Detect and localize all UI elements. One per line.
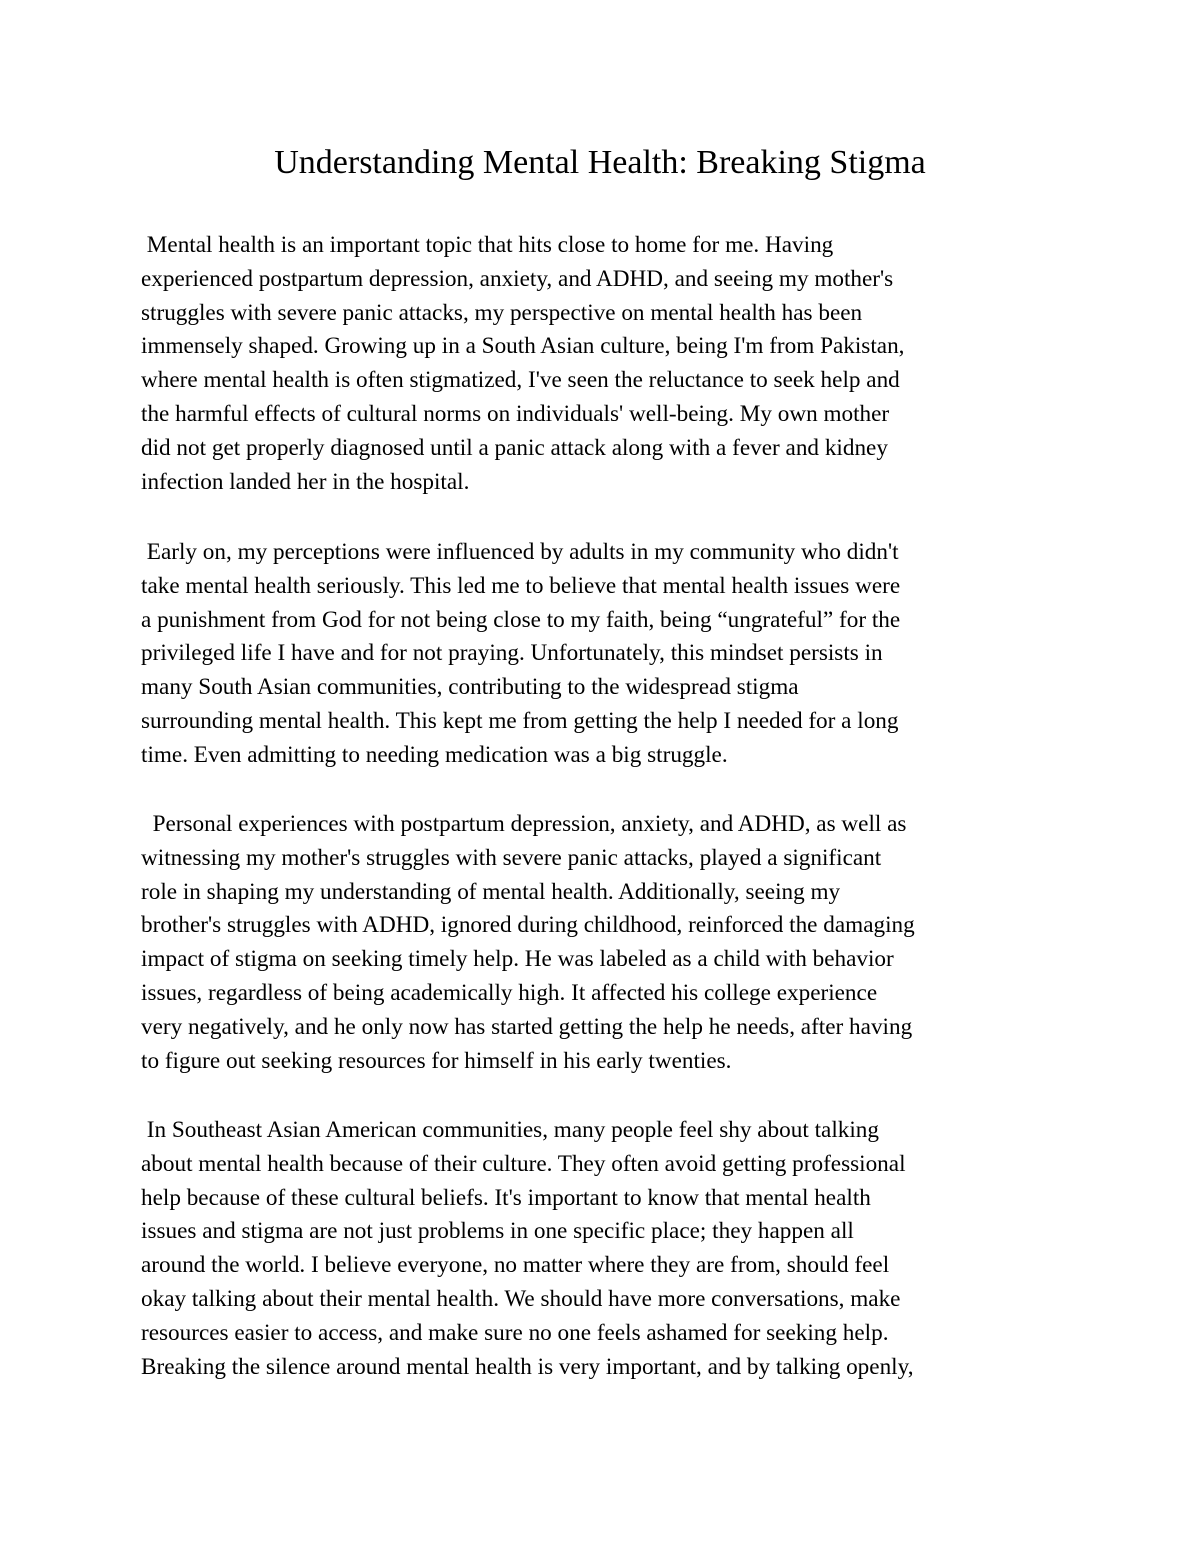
text-line: immensely shaped. Growing up in a South Asian culture, being I'm from Pakistan,: [141, 333, 905, 360]
text-line: experienced postpartum depression, anxiety, and ADHD, and seeing my mother's: [141, 265, 894, 292]
text-line: to figure out seeking resources for himself in his early twenties.: [141, 1047, 732, 1074]
text-line: issues, regardless of being academically high. It affected his college experience: [141, 979, 878, 1006]
text-line: very negatively, and he only now has started getting the help he needs, after having: [141, 1013, 913, 1040]
text-line: surrounding mental health. This kept me from getting the help I needed for a long: [141, 707, 899, 734]
paragraph: [141, 1114, 1081, 1384]
text-line: around the world. I believe everyone, no matter where they are from, should feel: [141, 1252, 890, 1279]
text-line: help because of these cultural beliefs. It's important to know that mental health: [141, 1184, 871, 1211]
text-line: Breaking the silence around mental health is very important, and by talking openly,: [141, 1353, 914, 1380]
text-line: okay talking about their mental health. We should have more conversations, make: [141, 1285, 901, 1312]
text-line: role in shaping my understanding of mental health. Additionally, seeing my: [141, 878, 841, 905]
text-line: In Southeast Asian American communities, many people feel shy about talking: [141, 1117, 879, 1143]
text-line: a punishment from God for not being close to my faith, being “ungrateful” for the: [141, 606, 901, 633]
text-line: about mental health because of their culture. They often avoid getting professional: [141, 1150, 906, 1177]
paragraph: [141, 536, 1081, 773]
text-line: struggles with severe panic attacks, my perspective on mental health has been: [141, 299, 863, 326]
paragraph: [141, 229, 1081, 499]
text-line: brother's struggles with ADHD, ignored during childhood, reinforced the damaging: [141, 912, 915, 939]
text-line: time. Even admitting to needing medication was a big struggle.: [141, 741, 728, 768]
text-line: many South Asian communities, contributing to the widespread stigma: [141, 674, 799, 701]
text-line: resources easier to access, and make sure no one feels ashamed for seeking help.: [141, 1319, 889, 1346]
paragraph: [141, 808, 1081, 1078]
text-line: impact of stigma on seeking timely help. He was labeled as a child with behavior: [141, 946, 894, 973]
text-line: Mental health is an important topic that hits close to home for me. Having: [141, 232, 834, 258]
text-line: infection landed her in the hospital.: [141, 468, 470, 495]
text-line: did not get properly diagnosed until a panic attack along with a fever and kidney: [141, 434, 888, 461]
text-line: where mental health is often stigmatized, I've seen the reluctance to seek help and: [141, 367, 900, 394]
text-line: witnessing my mother's struggles with severe panic attacks, played a significant: [141, 844, 882, 871]
text-line: take mental health seriously. This led me to believe that mental health issues were: [141, 572, 901, 599]
text-line: the harmful effects of cultural norms on individuals' well-being. My own mother: [141, 400, 890, 427]
text-line: issues and stigma are not just problems in one specific place; they happen all: [141, 1218, 854, 1245]
text-line: privileged life I have and for not praying. Unfortunately, this mindset persists in: [141, 640, 883, 667]
document-title: Understanding Mental Health: Breaking Stigma: [274, 144, 926, 181]
text-line: Early on, my perceptions were influenced by adults in my community who didn't: [141, 539, 899, 565]
text-line: Personal experiences with postpartum depression, anxiety, and ADHD, as well as: [141, 811, 907, 837]
